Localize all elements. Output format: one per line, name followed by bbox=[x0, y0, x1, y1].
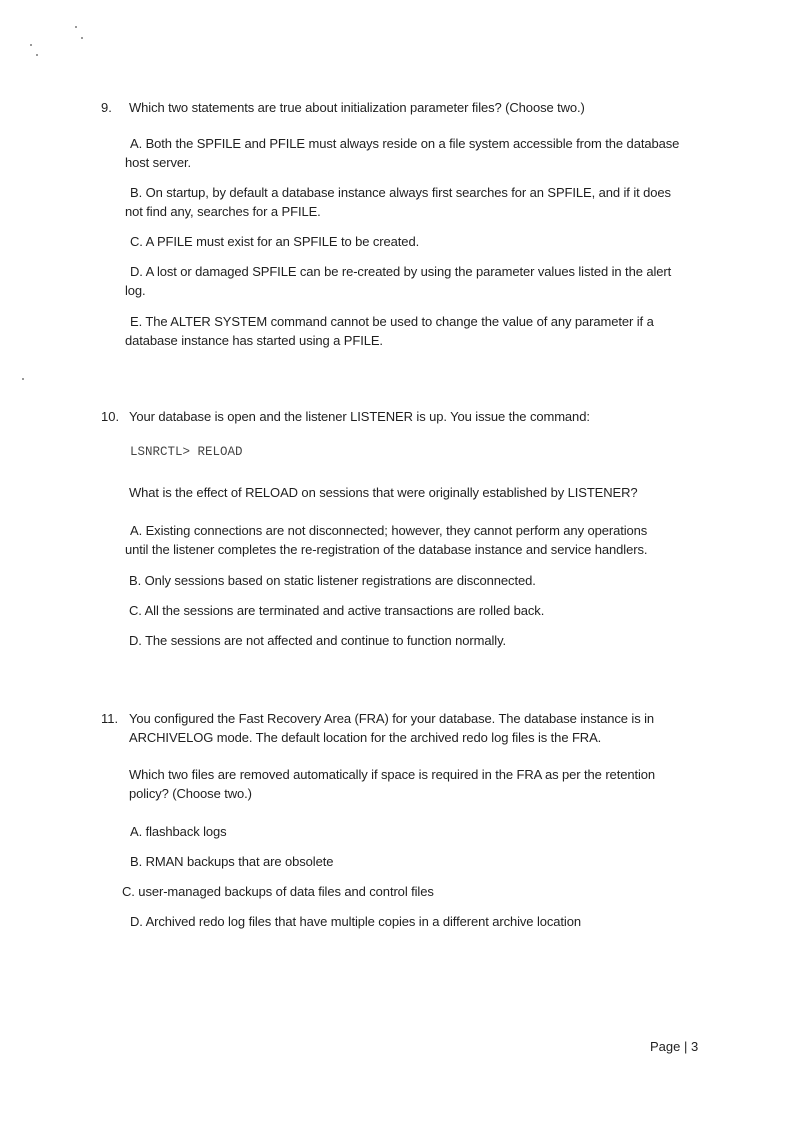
scan-speck bbox=[30, 44, 32, 46]
option-d: D. A lost or damaged SPFILE can be re-created by using the parameter values listed in the alert bbox=[130, 264, 672, 279]
option-a: A. Existing connections are not disconnected; however, they cannot perform any operations bbox=[130, 523, 648, 538]
question-subprompt-cont: policy? (Choose two.) bbox=[129, 786, 252, 801]
option-e-cont: database instance has started using a PFILE. bbox=[125, 333, 383, 348]
option-c: C. All the sessions are terminated and active transactions are rolled back. bbox=[129, 603, 545, 618]
page-number: Page | 3 bbox=[650, 1039, 699, 1054]
question-prompt: Your database is open and the listener LISTENER is up. You issue the command: bbox=[129, 409, 590, 424]
option-a: A. Both the SPFILE and PFILE must always reside on a file system accessible from the database bbox=[130, 136, 680, 151]
option-d-cont: log. bbox=[125, 283, 146, 298]
option-b: B. On startup, by default a database instance always first searches for an SPFILE, and if it does bbox=[130, 185, 671, 200]
option-b: B. Only sessions based on static listener registrations are disconnected. bbox=[129, 573, 536, 588]
scan-speck bbox=[22, 378, 24, 380]
question-number: 9. bbox=[101, 100, 112, 115]
question-prompt-cont: ARCHIVELOG mode. The default location for the archived redo log files is the FRA. bbox=[129, 730, 602, 745]
option-d: D. The sessions are not affected and continue to function normally. bbox=[129, 633, 507, 648]
option-a-cont: host server. bbox=[125, 155, 191, 170]
option-d: D. Archived redo log files that have multiple copies in a different archive location bbox=[130, 914, 581, 929]
question-prompt: Which two statements are true about initialization parameter files? (Choose two.) bbox=[129, 100, 585, 115]
scan-speck bbox=[81, 37, 83, 39]
question-subprompt: Which two files are removed automatically if space is required in the FRA as per the retention bbox=[129, 767, 656, 782]
question-prompt: You configured the Fast Recovery Area (FRA) for your database. The database instance is in bbox=[129, 711, 655, 726]
option-a: A. flashback logs bbox=[130, 824, 227, 839]
option-a-cont: until the listener completes the re-registration of the database instance and service handlers. bbox=[125, 542, 648, 557]
question-number: 10. bbox=[101, 409, 120, 424]
scan-speck bbox=[75, 26, 77, 28]
option-c: C. A PFILE must exist for an SPFILE to be created. bbox=[130, 234, 420, 249]
option-b: B. RMAN backups that are obsolete bbox=[130, 854, 334, 869]
option-e: E. The ALTER SYSTEM command cannot be used to change the value of any parameter if a bbox=[130, 314, 654, 329]
scan-speck bbox=[36, 54, 38, 56]
question-subprompt: What is the effect of RELOAD on sessions that were originally established by LISTENER? bbox=[129, 485, 638, 500]
question-number: 11. bbox=[101, 711, 119, 726]
option-c: C. user-managed backups of data files and control files bbox=[122, 884, 434, 899]
command-text: LSNRCTL> RELOAD bbox=[130, 445, 243, 459]
option-b-cont: not find any, searches for a PFILE. bbox=[125, 204, 321, 219]
